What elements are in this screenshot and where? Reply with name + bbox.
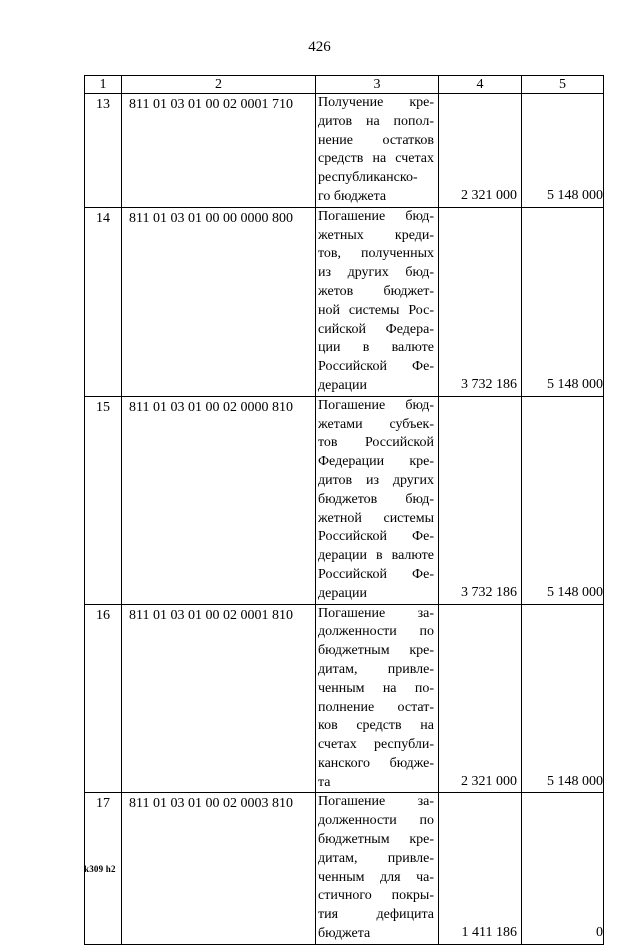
description-line: Погашение за-: [318, 605, 434, 621]
description-line: тия дефицита: [318, 907, 434, 923]
description-line: Погашение бюд-: [318, 208, 434, 224]
row-number-cell: 17: [85, 793, 122, 944]
description-line: дитов на попол-: [318, 113, 434, 129]
description-line: долженности по: [318, 624, 434, 640]
description-line: средств на счетах: [318, 151, 434, 167]
description-line: сийской Федера-: [318, 321, 434, 337]
description-line: жетных креди-: [318, 227, 434, 243]
amount-col4-cell: 3 732 186: [439, 396, 522, 604]
description-line: ченным для ча-: [318, 869, 434, 885]
amount-col4-cell: 2 321 000: [439, 604, 522, 793]
description-line: из других бюд-: [318, 265, 434, 281]
description-line: дитам, привле-: [318, 661, 434, 677]
description-text: [318, 208, 434, 396]
description-line: ной системы Рос-: [318, 302, 434, 318]
table-row: [85, 793, 604, 944]
description-line: жетов бюджет-: [318, 283, 434, 299]
description-line: Российской Фе-: [318, 529, 434, 545]
table-row: [85, 207, 604, 396]
table-row: [85, 94, 604, 208]
amount-col4-cell: 2 321 000: [439, 94, 522, 208]
description-line: ции в валюте: [318, 340, 434, 356]
row-number-cell: 15: [85, 396, 122, 604]
row-number-cell: 13: [85, 94, 122, 208]
amount-col5-cell: 5 148 000: [522, 604, 604, 793]
description-cell: [316, 396, 439, 604]
description-line: счетах республи-: [318, 737, 434, 753]
description-line: бюджетным кре-: [318, 643, 434, 659]
description-line: ков средств на: [318, 718, 434, 734]
description-cell: [316, 207, 439, 396]
row-number-cell: 16: [85, 604, 122, 793]
row-number-cell: 14: [85, 207, 122, 396]
page-number: 426: [308, 39, 331, 55]
description-line: дитов из других: [318, 472, 434, 488]
amount-col5-cell: 0: [522, 793, 604, 944]
description-cell: [316, 793, 439, 944]
description-line: тов, полученных: [318, 246, 434, 262]
description-line: та: [318, 774, 331, 790]
description-line: дерации в валюте: [318, 548, 434, 564]
description-line: бюджета: [318, 926, 371, 942]
description-line: нение остатков: [318, 132, 434, 148]
budget-code-cell: 811 01 03 01 00 00 0000 800: [122, 207, 316, 396]
description-text: [318, 94, 434, 207]
budget-code-cell: 811 01 03 01 00 02 0001 710: [122, 94, 316, 208]
description-line: Федерации кре-: [318, 454, 434, 470]
description-line: жетами субъек-: [318, 416, 434, 432]
budget-code-cell: 811 01 03 01 00 02 0000 810: [122, 396, 316, 604]
description-line: бюджетов бюд-: [318, 491, 434, 507]
budget-code-cell: 811 01 03 01 00 02 0001 810: [122, 604, 316, 793]
column-header-1: 1: [85, 76, 122, 94]
description-line: ченным на по-: [318, 680, 434, 696]
description-cell: [316, 94, 439, 208]
description-line: го бюджета: [318, 188, 387, 204]
amount-col5-cell: 5 148 000: [522, 207, 604, 396]
description-cell: [316, 604, 439, 793]
column-header-5: 5: [522, 76, 604, 94]
description-line: тов Российской: [318, 435, 434, 451]
amount-col4-cell: 3 732 186: [439, 207, 522, 396]
description-line: жетной системы: [318, 510, 434, 526]
description-line: канского бюдже-: [318, 755, 434, 771]
description-line: Погашение за-: [318, 794, 434, 810]
description-line: дерации: [318, 585, 368, 601]
table-header-row: [85, 76, 604, 94]
description-line: Российской Фе-: [318, 359, 434, 375]
amount-col5-cell: 5 148 000: [522, 94, 604, 208]
budget-code-cell: 811 01 03 01 00 02 0003 810: [122, 793, 316, 944]
description-line: долженности по: [318, 813, 434, 829]
description-line: дерации: [318, 377, 368, 393]
description-text: [318, 793, 434, 943]
description-text: [318, 605, 434, 793]
amount-col4-cell: 1 411 186: [439, 793, 522, 944]
description-line: Российской Фе-: [318, 566, 434, 582]
table-row: [85, 396, 604, 604]
description-line: дитам, привле-: [318, 850, 434, 866]
column-header-3: 3: [316, 76, 439, 94]
description-text: [318, 397, 434, 604]
column-header-4: 4: [439, 76, 522, 94]
description-line: республиканско-: [318, 170, 418, 186]
description-line: Получение кре-: [318, 95, 434, 110]
footer-document-code: k309 h2: [84, 864, 116, 874]
table-row: [85, 604, 604, 793]
budget-table: [84, 75, 604, 945]
description-line: бюджетным кре-: [318, 832, 434, 848]
description-line: Погашение бюд-: [318, 397, 434, 413]
column-header-2: 2: [122, 76, 316, 94]
amount-col5-cell: 5 148 000: [522, 396, 604, 604]
description-line: стичного покры-: [318, 888, 434, 904]
description-line: полнение остат-: [318, 699, 434, 715]
